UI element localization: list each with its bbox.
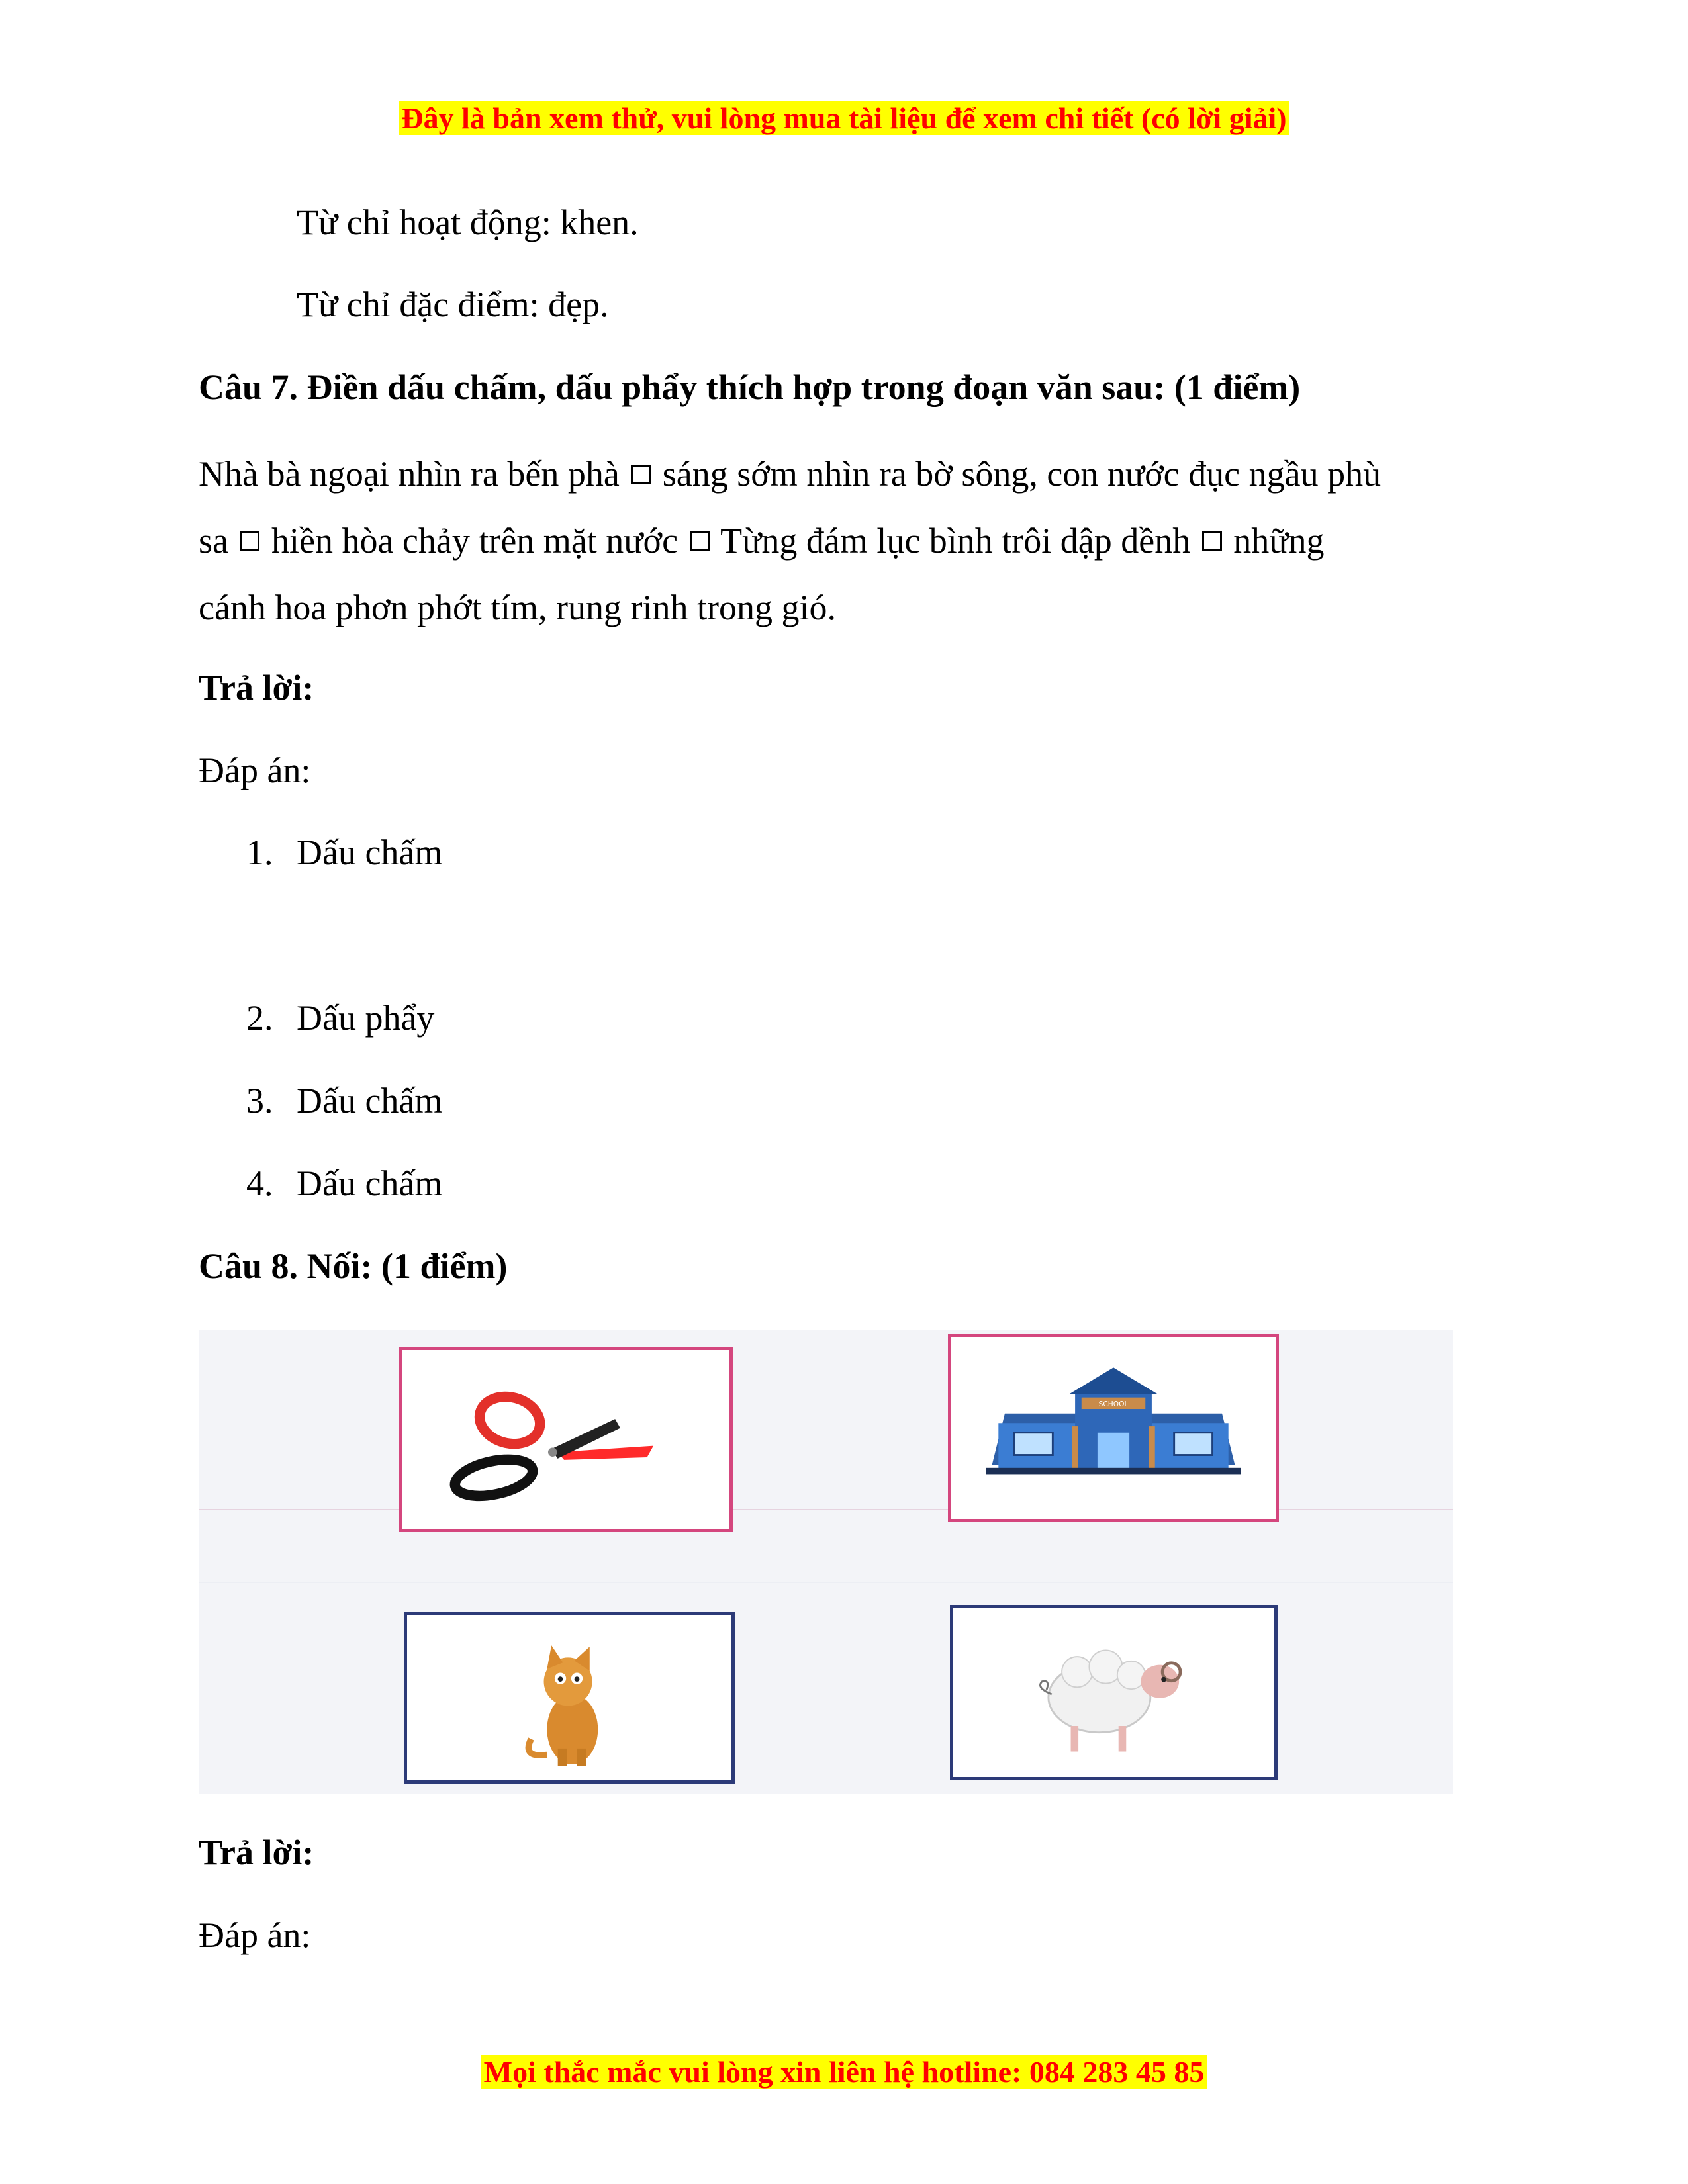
preview-notice-text: Đây là bản xem thử, vui lòng mua tài liệu để xem chi tiết (có lời giải)	[399, 101, 1289, 135]
paragraph-text: cánh hoa phơn phớt tím, rung rinh trong gió.	[199, 588, 836, 627]
question-7-title: Câu 7. Điền dấu chấm, dấu phẩy thích hợp trong đoạn văn sau: (1 điểm)	[199, 367, 1301, 407]
card-school[interactable]	[948, 1334, 1279, 1522]
paragraph-text: sa	[199, 521, 228, 561]
school-building-icon	[951, 1337, 1276, 1519]
list-number: 3.	[246, 1081, 273, 1120]
blank-box-4[interactable]	[1202, 531, 1222, 551]
list-text: Dấu phẩy	[297, 998, 435, 1038]
list-number: 1.	[246, 833, 273, 872]
blank-box-1[interactable]	[631, 465, 651, 484]
question-7-paragraph	[199, 441, 1496, 641]
answer-key-label: Đáp án:	[199, 751, 311, 790]
question-8-title: Câu 8. Nối: (1 điểm)	[199, 1246, 508, 1286]
activity-word-answer: Từ chỉ hoạt động: khen.	[297, 203, 639, 242]
scissors-icon	[402, 1350, 729, 1529]
matching-exercise-image	[199, 1330, 1453, 1794]
card-sheep[interactable]	[950, 1605, 1278, 1780]
preview-notice	[0, 99, 1688, 138]
card-scissors[interactable]	[399, 1347, 733, 1532]
school-sign: SCHOOL	[1098, 1400, 1129, 1409]
blank-box-3[interactable]	[690, 531, 710, 551]
cat-icon	[407, 1615, 731, 1780]
list-number: 4.	[246, 1163, 273, 1203]
list-text: Dấu chấm	[297, 1163, 443, 1203]
sheep-icon	[953, 1608, 1274, 1777]
paragraph-text: hiền hòa chảy trên mặt nước	[271, 521, 679, 561]
feature-word-answer: Từ chỉ đặc điểm: đẹp.	[297, 285, 609, 324]
paragraph-text: những	[1233, 521, 1325, 561]
paragraph-text: sáng sớm nhìn ra bờ sông, con nước đục ngầu phù	[662, 454, 1382, 494]
paragraph-text: Từng đám lục bình trôi dập dềnh	[720, 521, 1191, 561]
list-text: Dấu chấm	[297, 833, 443, 872]
ruled-line	[199, 1582, 1453, 1583]
card-cat[interactable]	[404, 1612, 735, 1784]
hotline-notice-text: Mọi thắc mắc vui lòng xin liên hệ hotline: 084 283 45 85	[481, 2055, 1207, 2089]
hotline-notice	[0, 2053, 1688, 2091]
answer-label: Trả lời:	[199, 1833, 314, 1872]
answer-key-label: Đáp án:	[199, 1915, 311, 1955]
list-text: Dấu chấm	[297, 1081, 443, 1120]
list-number: 2.	[246, 998, 273, 1038]
paragraph-text: Nhà bà ngoại nhìn ra bến phà	[199, 454, 620, 494]
answer-label: Trả lời:	[199, 668, 314, 707]
blank-box-2[interactable]	[240, 531, 259, 551]
